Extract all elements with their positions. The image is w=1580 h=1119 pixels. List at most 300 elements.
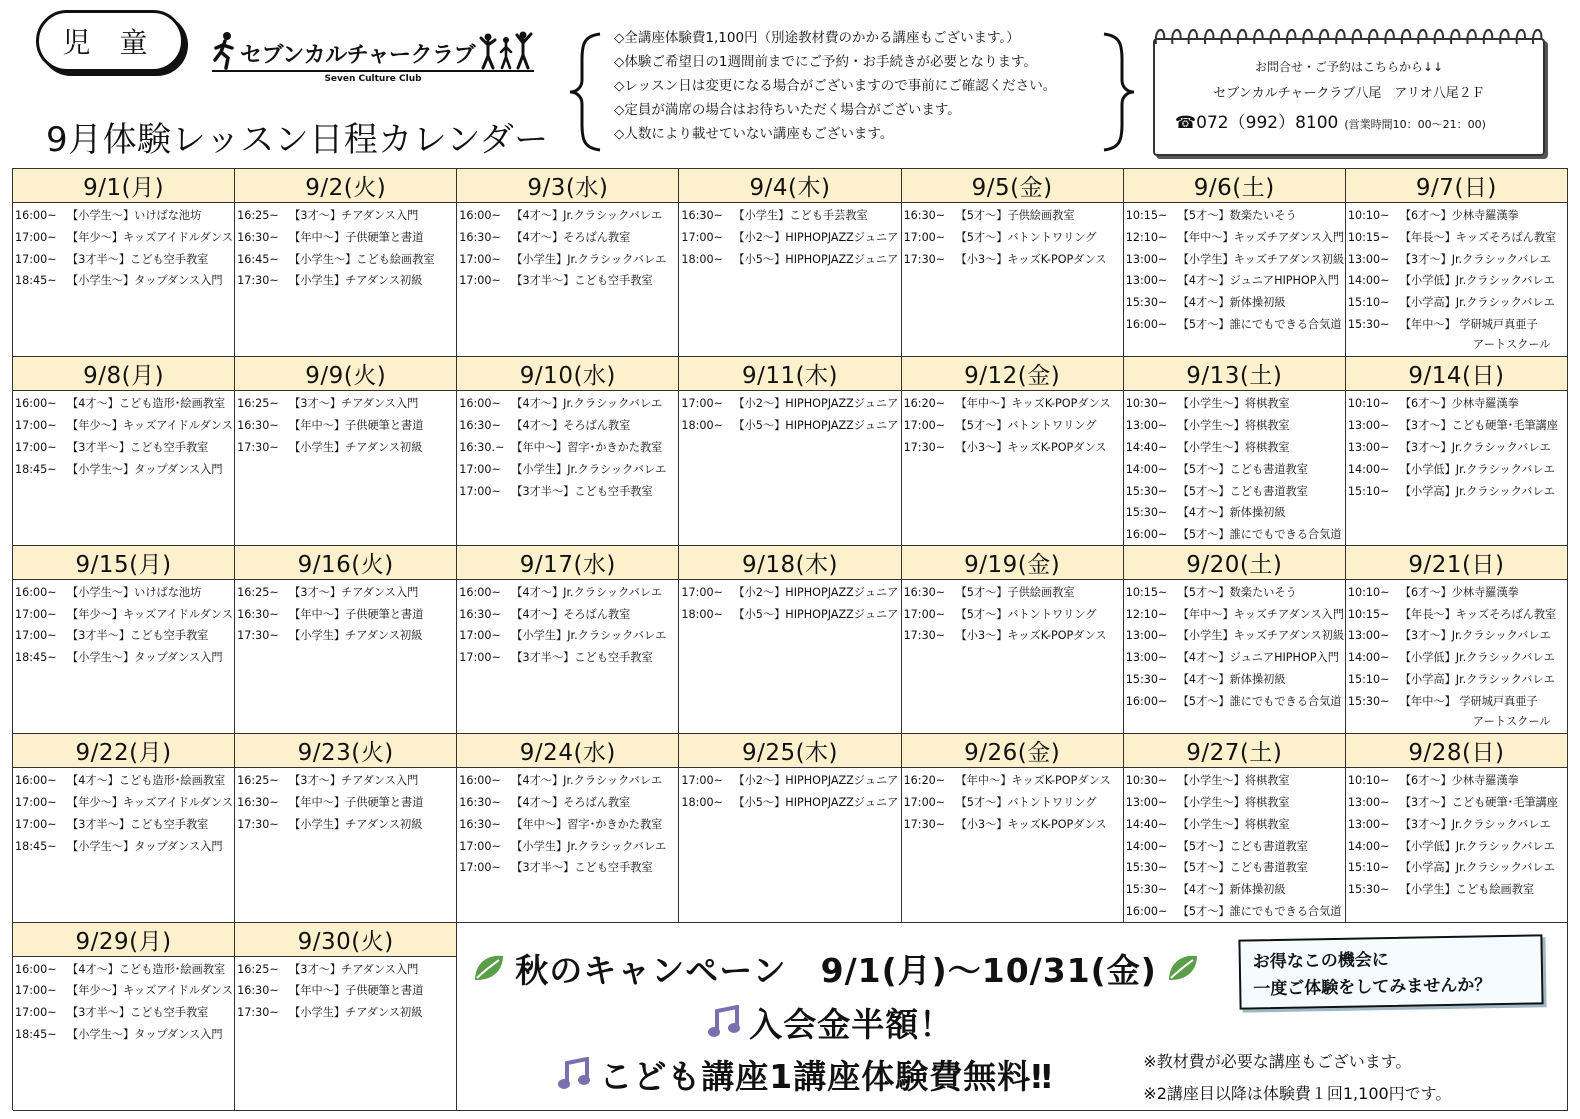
lesson-entry bbox=[1126, 502, 1345, 524]
lesson-time: 16:30.~ bbox=[459, 440, 505, 454]
lesson-entry bbox=[237, 604, 456, 626]
spiral-ring bbox=[1517, 30, 1525, 44]
lesson-name: 【小学生～】こども絵画教室 bbox=[289, 252, 435, 266]
lesson-name: 【小学生～】タップダンス入門 bbox=[67, 462, 223, 476]
lesson-time: 16:30~ bbox=[237, 795, 279, 809]
day-cell bbox=[1124, 169, 1346, 357]
lesson-name: 【小学低】Jr.クラシックバレエ bbox=[1399, 462, 1555, 476]
lesson-time: 13:00~ bbox=[1125, 274, 1168, 288]
leaf-icon bbox=[1165, 952, 1201, 984]
lesson-time: 17:30~ bbox=[237, 629, 279, 643]
lesson-time: 15:30~ bbox=[1125, 296, 1168, 310]
lesson-time: 13:00~ bbox=[1125, 252, 1168, 266]
lesson-name: 【小5～】HIPHOPJAZZジュニア bbox=[733, 252, 899, 266]
lesson-entry bbox=[459, 836, 678, 858]
lesson-time: 13:00~ bbox=[1125, 795, 1168, 809]
campaign-trial-text: こども講座1講座体験費無料‼ bbox=[599, 1056, 1053, 1096]
lesson-list bbox=[1124, 391, 1345, 545]
lesson-time: 14:00~ bbox=[1347, 462, 1390, 476]
lesson-name: 【6才～】少林寺羅漢拳 bbox=[1399, 774, 1519, 788]
day-date: 9/5(金) bbox=[902, 169, 1123, 203]
lesson-time: 16:30~ bbox=[237, 419, 279, 433]
lesson-entry bbox=[1348, 205, 1567, 227]
lesson-entry bbox=[1348, 792, 1567, 814]
lesson-time: 15:30~ bbox=[1125, 883, 1168, 897]
lesson-list bbox=[13, 203, 234, 292]
lesson-entry bbox=[237, 625, 456, 647]
lesson-name: 【小学生～】将棋教室 bbox=[1177, 419, 1290, 433]
music-note-icon bbox=[557, 1057, 591, 1091]
lesson-name: 【小学生～】いけばな池坊 bbox=[67, 209, 202, 222]
day-cell bbox=[902, 169, 1124, 357]
lesson-time: 17:00~ bbox=[15, 607, 57, 621]
lesson-time: 17:00~ bbox=[459, 839, 501, 853]
lesson-name: 【5才～】誰にでもできる合気道 bbox=[1177, 528, 1342, 542]
lesson-name: 【小3～】キッズK-POPダンス bbox=[955, 252, 1107, 266]
lesson-name: 【5才～】数楽たいそう bbox=[1177, 209, 1297, 222]
lesson-name: 【小学生】キッズチアダンス初級 bbox=[1177, 629, 1345, 643]
lesson-time: 16:00~ bbox=[15, 585, 57, 599]
day-date: 9/1(月) bbox=[13, 169, 234, 203]
lesson-entry bbox=[1348, 227, 1567, 249]
spiral-ring bbox=[1402, 30, 1410, 44]
lesson-time: 13:00~ bbox=[1347, 817, 1390, 831]
lesson-entry bbox=[1126, 836, 1345, 858]
lesson-time: 13:00~ bbox=[1347, 795, 1390, 809]
lesson-name: 【3才～】チアダンス入門 bbox=[289, 209, 419, 222]
lesson-time: 17:00~ bbox=[903, 795, 946, 809]
lesson-list bbox=[1346, 768, 1567, 901]
lesson-name: 【小学生～】将棋教室 bbox=[1177, 817, 1290, 831]
lesson-name: 【3才～】こども硬筆･毛筆講座 bbox=[1399, 419, 1558, 433]
day-date: 9/14(日) bbox=[1346, 357, 1567, 391]
lesson-list bbox=[235, 768, 456, 835]
lesson-time: 17:00~ bbox=[459, 861, 501, 875]
day-cell bbox=[1346, 169, 1568, 357]
day-cell bbox=[457, 546, 679, 734]
lesson-time: 17:30~ bbox=[903, 817, 946, 831]
lesson-name: 【5才～】バトントワリング bbox=[955, 795, 1097, 809]
lesson-name: 【小学生】チアダンス初級 bbox=[289, 1006, 423, 1020]
lesson-name: 【4才～】こども造形･絵画教室 bbox=[67, 397, 226, 411]
day-cell bbox=[235, 357, 457, 545]
lesson-time: 15:10~ bbox=[1347, 484, 1390, 498]
lesson-entry bbox=[1126, 314, 1345, 336]
campaign-line-fee bbox=[707, 999, 953, 1046]
lesson-name: 【3才半～】こども空手教室 bbox=[511, 484, 653, 498]
lesson-name: 【4才～】ジュニアHIPHOP入門 bbox=[1177, 274, 1339, 288]
lesson-name: 【年中～】キッズチアダンス入門 bbox=[1177, 230, 1345, 244]
lesson-entry bbox=[1126, 292, 1345, 314]
lesson-time: 17:00~ bbox=[15, 795, 57, 809]
day-date: 9/11(木) bbox=[679, 357, 900, 391]
lesson-name-continued: アートスクール bbox=[1472, 337, 1551, 351]
day-date: 9/26(金) bbox=[902, 734, 1123, 768]
lesson-time: 16:30~ bbox=[459, 795, 501, 809]
lesson-entry bbox=[459, 205, 678, 227]
lesson-time: 17:00~ bbox=[459, 274, 501, 288]
lesson-time: 10:10~ bbox=[1347, 774, 1390, 788]
lesson-time: 17:30~ bbox=[903, 252, 946, 266]
lesson-name: 【6才～】少林寺羅漢拳 bbox=[1399, 209, 1519, 222]
lesson-name: 【4才～】そろばん教室 bbox=[511, 795, 631, 809]
day-date: 9/16(火) bbox=[235, 546, 456, 580]
lesson-entry bbox=[237, 814, 456, 836]
spiral-ring bbox=[1336, 30, 1344, 44]
lesson-entry bbox=[904, 437, 1123, 459]
lesson-entry bbox=[15, 437, 234, 459]
lesson-time: 15:10~ bbox=[1347, 296, 1390, 310]
lesson-name: 【小学低】Jr.クラシックバレエ bbox=[1399, 274, 1555, 288]
contact-intro: お問合せ・ご予約はこちらから↓↓ bbox=[1254, 60, 1444, 74]
lesson-name: 【小2～】HIPHOPJAZZジュニア bbox=[733, 585, 899, 599]
lesson-entry bbox=[15, 249, 234, 271]
lesson-name: 【年中～】習字･かきかた教室 bbox=[511, 817, 663, 831]
lesson-entry bbox=[681, 582, 900, 604]
lesson-name: 【4才～】そろばん教室 bbox=[511, 419, 631, 433]
lesson-name: 【5才～】こども書道教室 bbox=[1177, 484, 1308, 498]
lesson-entry bbox=[459, 481, 678, 503]
lesson-name: 【小学生】チアダンス初級 bbox=[289, 629, 423, 643]
spiral-ring bbox=[1451, 30, 1459, 44]
lesson-entry bbox=[459, 393, 678, 415]
lesson-entry bbox=[1126, 249, 1345, 271]
lesson-name: 【小学生】キッズチアダンス初級 bbox=[1177, 252, 1345, 266]
day-date: 9/18(木) bbox=[679, 546, 900, 580]
lesson-name: 【3才～】Jr.クラシックバレエ bbox=[1399, 252, 1551, 266]
day-date: 9/2(火) bbox=[235, 169, 456, 203]
lesson-name: 【小学生～】将棋教室 bbox=[1177, 440, 1290, 454]
spiral-ring bbox=[1500, 30, 1508, 44]
lesson-name: 【小学低】Jr.クラシックバレエ bbox=[1399, 651, 1555, 665]
lesson-entry bbox=[237, 415, 456, 437]
logo-text: セブンカルチャークラブ bbox=[240, 43, 475, 68]
lesson-list bbox=[457, 391, 678, 502]
lesson-list bbox=[457, 580, 678, 669]
lesson-time: 17:00~ bbox=[459, 252, 501, 266]
spiral-ring bbox=[1221, 30, 1229, 44]
lesson-name: 【小3～】キッズK-POPダンス bbox=[955, 440, 1107, 454]
lesson-entry bbox=[1348, 770, 1567, 792]
lesson-time: 16:30~ bbox=[459, 607, 501, 621]
lesson-time: 18:00~ bbox=[681, 419, 724, 433]
lesson-time: 16:00~ bbox=[15, 397, 57, 411]
lesson-name: 【5才～】こども書道教室 bbox=[1177, 839, 1308, 853]
lesson-entry bbox=[15, 205, 234, 227]
lesson-name: 【4才～】そろばん教室 bbox=[511, 230, 631, 244]
lesson-name: 【3才半～】こども空手教室 bbox=[67, 440, 209, 454]
lesson-list bbox=[902, 391, 1123, 458]
lesson-list bbox=[902, 580, 1123, 647]
category-badge: 児 童 bbox=[36, 10, 184, 72]
lesson-name: 【小2～】HIPHOPJAZZジュニア bbox=[733, 774, 899, 788]
lesson-name: 【小5～】HIPHOPJAZZジュニア bbox=[733, 419, 899, 433]
lesson-list bbox=[457, 203, 678, 292]
lesson-entry bbox=[1348, 481, 1567, 503]
day-cell bbox=[902, 546, 1124, 734]
lesson-list bbox=[679, 768, 900, 814]
lesson-name: 【小学高】Jr.クラシックバレエ bbox=[1399, 861, 1555, 875]
lesson-time: 17:00~ bbox=[903, 230, 946, 244]
lesson-name: 【小2～】HIPHOPJAZZジュニア bbox=[733, 230, 899, 244]
lesson-entry bbox=[1126, 524, 1345, 546]
lesson-entry bbox=[1348, 437, 1567, 459]
note-item: ◇体験ご希望日の1週間前までにご予約・お手続きが必要となります。 bbox=[614, 54, 1037, 70]
day-date: 9/4(木) bbox=[679, 169, 900, 203]
lesson-time: 17:00~ bbox=[681, 230, 724, 244]
lesson-time: 15:30~ bbox=[1347, 883, 1390, 897]
lesson-name: 【年少～】キッズアイドルダンス bbox=[67, 607, 233, 621]
lesson-time: 15:10~ bbox=[1347, 861, 1390, 875]
lesson-time: 17:30~ bbox=[903, 629, 946, 643]
lesson-name: 【小学生】Jr.クラシックバレエ bbox=[511, 629, 667, 643]
leaf-icon bbox=[471, 952, 507, 984]
right-brace-icon bbox=[1098, 30, 1138, 154]
lesson-entry bbox=[1126, 669, 1345, 691]
lesson-entry bbox=[1348, 814, 1567, 836]
campaign-title-row bbox=[471, 945, 1201, 992]
lesson-list bbox=[457, 768, 678, 879]
lesson-name: 【3才半～】こども空手教室 bbox=[511, 861, 653, 875]
lesson-entry bbox=[681, 205, 900, 227]
lesson-list bbox=[1346, 203, 1567, 354]
day-date: 9/9(火) bbox=[235, 357, 456, 391]
spiral-ring bbox=[1172, 30, 1180, 44]
lesson-entry bbox=[1126, 604, 1345, 626]
logo-underline bbox=[212, 70, 534, 72]
spiral-ring bbox=[1385, 30, 1393, 44]
lesson-name: 【小学生～】将棋教室 bbox=[1177, 795, 1290, 809]
lesson-entry bbox=[459, 415, 678, 437]
lesson-time: 16:00~ bbox=[15, 774, 57, 788]
day-cell bbox=[679, 169, 901, 357]
lesson-entry bbox=[15, 770, 234, 792]
lesson-entry bbox=[1348, 393, 1567, 415]
lesson-name: 【小学高】Jr.クラシックバレエ bbox=[1399, 672, 1555, 686]
lesson-list bbox=[1124, 203, 1345, 336]
lesson-time: 17:00~ bbox=[15, 1006, 57, 1020]
lesson-time: 16:20~ bbox=[903, 774, 946, 788]
lesson-list bbox=[902, 768, 1123, 835]
lesson-name: 【5才～】誰にでもできる合気道 bbox=[1177, 904, 1342, 918]
lesson-entry bbox=[1126, 647, 1345, 669]
lesson-name: 【5才～】誰にでもできる合気道 bbox=[1177, 317, 1342, 331]
lesson-time: 16:30~ bbox=[459, 230, 501, 244]
lesson-time: 16:00~ bbox=[1125, 528, 1168, 542]
spiral-ring bbox=[1320, 30, 1328, 44]
lesson-time: 17:00~ bbox=[15, 440, 57, 454]
lesson-entry bbox=[904, 770, 1123, 792]
spiral-ring bbox=[1205, 30, 1213, 44]
lesson-name: 【年長～】キッズそろばん教室 bbox=[1399, 230, 1557, 244]
lesson-entry bbox=[15, 647, 234, 669]
lesson-entry bbox=[681, 249, 900, 271]
lesson-time: 16:30~ bbox=[903, 209, 946, 222]
lesson-entry bbox=[15, 980, 234, 1002]
lesson-name: 【3才～】Jr.クラシックバレエ bbox=[1399, 817, 1551, 831]
day-cell bbox=[235, 169, 457, 357]
lesson-time: 16:00~ bbox=[1125, 904, 1168, 918]
lesson-time: 17:30~ bbox=[237, 440, 279, 454]
lesson-entry bbox=[904, 604, 1123, 626]
lesson-time: 17:00~ bbox=[681, 774, 724, 788]
lesson-name: 【年中～】キッズチアダンス入門 bbox=[1177, 607, 1345, 621]
lesson-list bbox=[679, 203, 900, 270]
lesson-time: 17:00~ bbox=[15, 984, 57, 998]
day-date: 9/22(月) bbox=[13, 734, 234, 768]
lesson-entry bbox=[15, 1002, 234, 1024]
figures-logo-icon bbox=[478, 30, 534, 70]
lesson-time: 16:25~ bbox=[237, 962, 279, 976]
callout-line: お得なこの機会に bbox=[1252, 949, 1390, 972]
music-note-icon bbox=[707, 1005, 741, 1039]
lesson-entry bbox=[459, 604, 678, 626]
lesson-name: 【3才半～】こども空手教室 bbox=[67, 817, 209, 831]
lesson-name: 【4才～】Jr.クラシックバレエ bbox=[511, 774, 663, 788]
lesson-name: 【年中～】習字･かきかた教室 bbox=[511, 440, 663, 454]
notes-list bbox=[614, 26, 1104, 146]
lesson-time: 16:00~ bbox=[459, 209, 501, 222]
lesson-list bbox=[902, 203, 1123, 270]
lesson-name: 【3才～】チアダンス入門 bbox=[289, 774, 419, 788]
lesson-entry bbox=[681, 792, 900, 814]
day-cell bbox=[902, 357, 1124, 545]
lesson-name: 【小学生】こども手芸教室 bbox=[733, 209, 868, 222]
day-cell bbox=[1346, 357, 1568, 545]
lesson-time: 17:30~ bbox=[237, 817, 279, 831]
lesson-name: 【小5～】HIPHOPJAZZジュニア bbox=[733, 795, 899, 809]
day-date: 9/21(日) bbox=[1346, 546, 1567, 580]
lesson-time: 14:00~ bbox=[1125, 462, 1168, 476]
business-hours: (営業時間10：00～21：00) bbox=[1344, 118, 1486, 131]
day-date: 9/29(月) bbox=[13, 923, 234, 957]
spiral-ring bbox=[1418, 30, 1426, 44]
lesson-time: 16:30~ bbox=[459, 419, 501, 433]
lesson-list bbox=[679, 580, 900, 626]
lesson-name: 【4才～】新体操初級 bbox=[1177, 506, 1286, 520]
lesson-name: 【年中～】子供硬筆と書道 bbox=[289, 795, 424, 809]
lesson-time: 16:25~ bbox=[237, 774, 279, 788]
day-cell bbox=[1346, 546, 1568, 734]
day-date: 9/10(水) bbox=[457, 357, 678, 391]
lesson-entry bbox=[237, 980, 456, 1002]
lesson-entry bbox=[15, 270, 234, 292]
lesson-time: 10:15~ bbox=[1347, 230, 1390, 244]
note-item: ◇全講座体験費1,100円（別途教材費のかかる講座もございます。） bbox=[614, 30, 1020, 46]
lesson-name: 【年中～】 学研城戸真亜子 bbox=[1399, 694, 1538, 708]
day-date: 9/23(火) bbox=[235, 734, 456, 768]
lesson-time: 16:00~ bbox=[459, 774, 501, 788]
lesson-entry bbox=[904, 205, 1123, 227]
lesson-entry bbox=[904, 393, 1123, 415]
day-date: 9/20(土) bbox=[1124, 546, 1345, 580]
lesson-time: 16:30~ bbox=[459, 817, 501, 831]
runner-logo-icon bbox=[212, 30, 238, 70]
lesson-entry bbox=[459, 625, 678, 647]
contact-box bbox=[1153, 38, 1545, 156]
lesson-entry bbox=[15, 959, 234, 981]
lesson-name: 【小学生】Jr.クラシックバレエ bbox=[511, 462, 667, 476]
lesson-time: 16:30~ bbox=[237, 984, 279, 998]
lesson-entry bbox=[681, 227, 900, 249]
lesson-entry bbox=[1348, 314, 1567, 336]
lesson-time: 10:10~ bbox=[1347, 209, 1390, 222]
lesson-entry bbox=[237, 393, 456, 415]
lesson-time: 18:00~ bbox=[681, 795, 724, 809]
lesson-name: 【年中～】子供硬筆と書道 bbox=[289, 419, 424, 433]
lesson-entry bbox=[1126, 270, 1345, 292]
lesson-name: 【小学生～】タップダンス入門 bbox=[67, 274, 223, 288]
lesson-entry bbox=[1126, 459, 1345, 481]
lesson-name: 【5才～】バトントワリング bbox=[955, 607, 1097, 621]
lesson-entry bbox=[1348, 459, 1567, 481]
lesson-name: 【年長～】キッズそろばん教室 bbox=[1399, 607, 1557, 621]
lesson-time: 10:15~ bbox=[1347, 607, 1390, 621]
spiral-ring bbox=[1303, 30, 1311, 44]
day-date: 9/7(日) bbox=[1346, 169, 1567, 203]
day-date: 9/28(日) bbox=[1346, 734, 1567, 768]
lesson-time: 15:30~ bbox=[1125, 484, 1168, 498]
lesson-time: 13:00~ bbox=[1347, 419, 1390, 433]
lesson-time: 18:45~ bbox=[15, 274, 57, 288]
lesson-name: 【3才～】チアダンス入門 bbox=[289, 585, 419, 599]
lesson-name: 【3才～】こども硬筆･毛筆講座 bbox=[1399, 795, 1558, 809]
spiral-ring bbox=[1533, 30, 1541, 44]
lesson-name: 【4才～】新体操初級 bbox=[1177, 672, 1286, 686]
lesson-entry bbox=[1348, 582, 1567, 604]
day-cell bbox=[679, 734, 901, 922]
day-cell bbox=[13, 923, 235, 1111]
lesson-entry bbox=[1348, 415, 1567, 437]
lesson-time: 15:30~ bbox=[1347, 694, 1390, 708]
lesson-time: 16:30~ bbox=[237, 607, 279, 621]
lesson-name: 【3才～】Jr.クラシックバレエ bbox=[1399, 440, 1551, 454]
lesson-name: 【5才～】こども書道教室 bbox=[1177, 462, 1308, 476]
lesson-name: 【小学生】チアダンス初級 bbox=[289, 274, 423, 288]
calendar-grid bbox=[12, 168, 1568, 1110]
lesson-entry bbox=[1126, 415, 1345, 437]
lesson-name: 【4才～】そろばん教室 bbox=[511, 607, 631, 621]
day-date: 9/12(金) bbox=[902, 357, 1123, 391]
lesson-time: 10:15~ bbox=[1125, 209, 1168, 222]
lesson-time: 14:00~ bbox=[1347, 274, 1390, 288]
lesson-name: 【小3～】キッズK-POPダンス bbox=[955, 817, 1107, 831]
lesson-entry bbox=[1348, 836, 1567, 858]
lesson-time: 17:00~ bbox=[459, 629, 501, 643]
day-cell bbox=[679, 546, 901, 734]
lesson-time: 14:00~ bbox=[1125, 839, 1168, 853]
lesson-entry bbox=[15, 393, 234, 415]
spiral-ring bbox=[1156, 30, 1164, 44]
contact-phone[interactable] bbox=[1175, 108, 1486, 133]
lesson-name: 【小学生～】タップダンス入門 bbox=[67, 651, 223, 665]
lesson-name: 【4才～】こども造形･絵画教室 bbox=[67, 962, 226, 976]
lesson-time: 13:00~ bbox=[1125, 419, 1168, 433]
lesson-entry bbox=[459, 770, 678, 792]
lesson-time: 13:00~ bbox=[1347, 440, 1390, 454]
day-cell bbox=[1124, 734, 1346, 922]
lesson-name: 【小学生】チアダンス初級 bbox=[289, 440, 423, 454]
day-date: 9/27(土) bbox=[1124, 734, 1345, 768]
note-item: ◇定員が満席の場合はお待ちいただく場合がございます。 bbox=[614, 102, 961, 118]
lesson-entry bbox=[1126, 901, 1345, 923]
day-cell bbox=[13, 169, 235, 357]
lesson-time: 18:45~ bbox=[15, 462, 57, 476]
day-date: 9/8(月) bbox=[13, 357, 234, 391]
lesson-name: 【5才～】子供絵画教室 bbox=[955, 585, 1075, 599]
lesson-list bbox=[235, 580, 456, 647]
lesson-entry bbox=[681, 415, 900, 437]
